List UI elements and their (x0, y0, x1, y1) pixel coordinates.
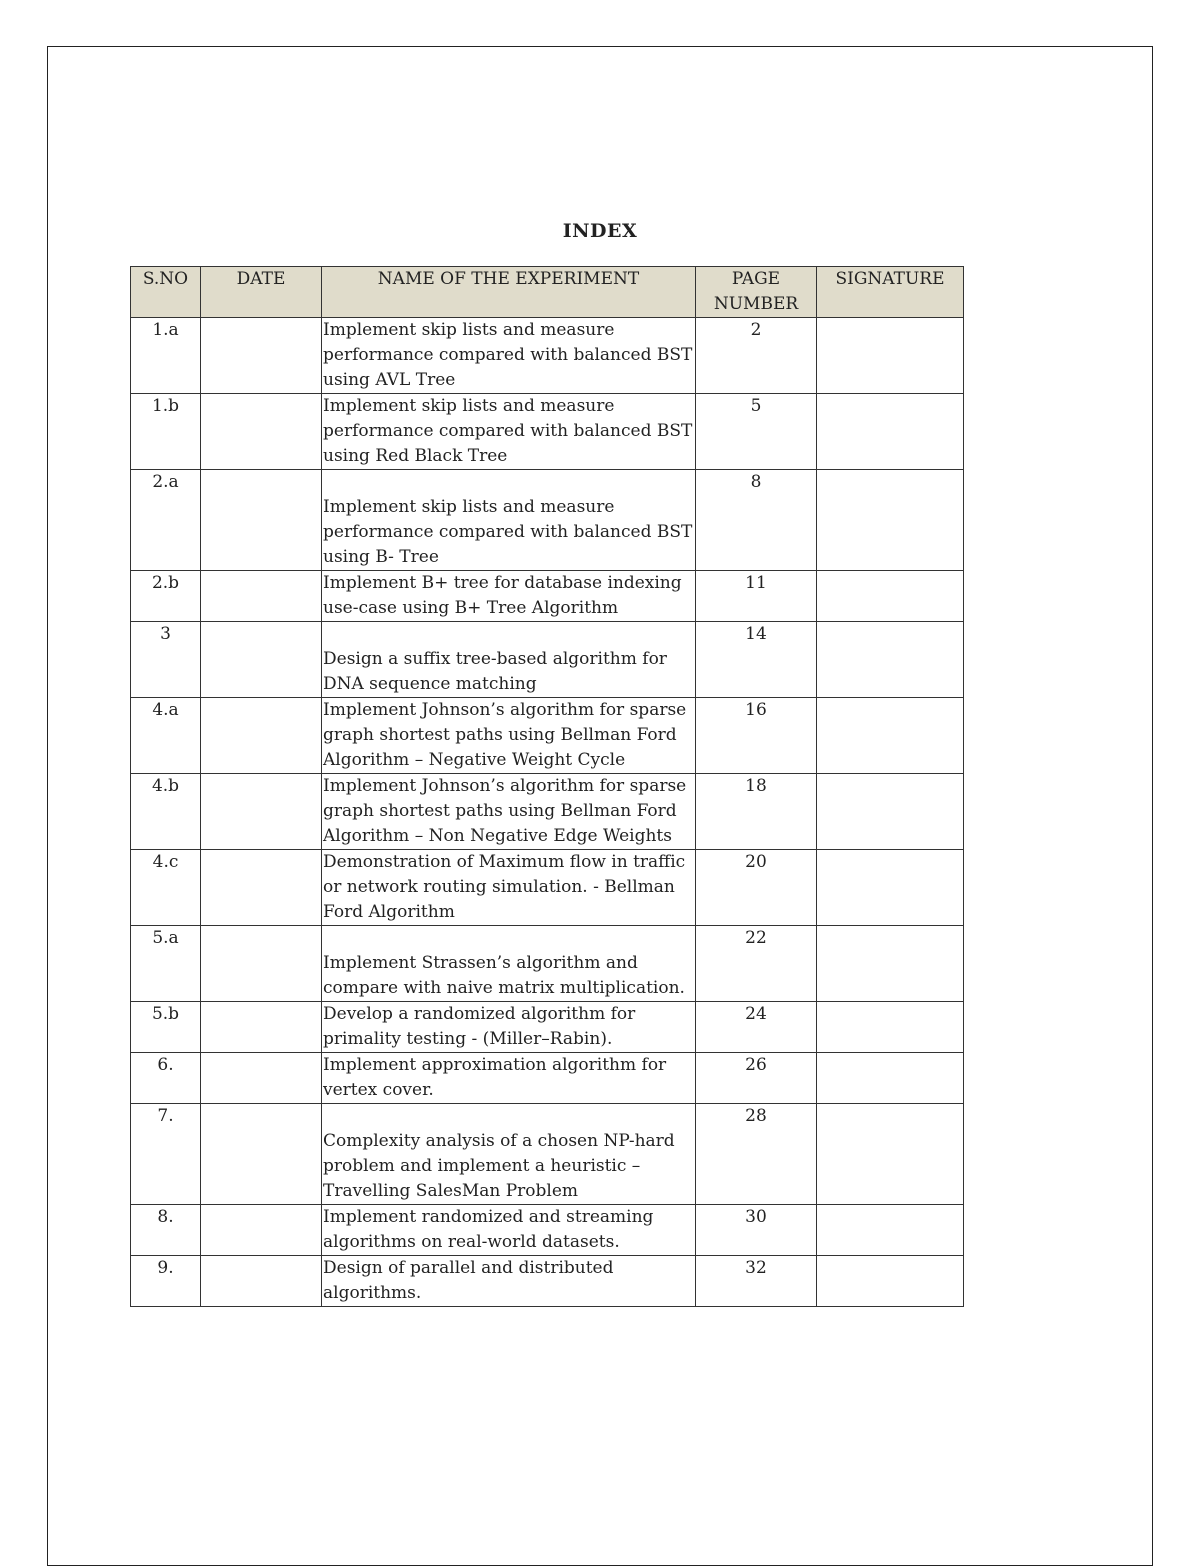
cell-signature (817, 1104, 964, 1205)
cell-date (201, 1205, 322, 1256)
cell-date (201, 698, 322, 774)
cell-sno: 1.b (131, 394, 201, 470)
header-date: DATE (201, 267, 322, 318)
cell-page-number: 32 (696, 1256, 817, 1307)
cell-sno: 4.a (131, 698, 201, 774)
cell-date (201, 571, 322, 622)
cell-experiment-name: Design a suffix tree-based algorithm for DNA sequence matching (322, 622, 696, 698)
cell-sno: 4.b (131, 774, 201, 850)
cell-page-number: 22 (696, 926, 817, 1002)
cell-page-number: 24 (696, 1002, 817, 1053)
table-row (131, 774, 964, 850)
cell-date (201, 850, 322, 926)
cell-date (201, 394, 322, 470)
cell-date (201, 470, 322, 571)
cell-signature (817, 1002, 964, 1053)
cell-sno: 4.c (131, 850, 201, 926)
cell-experiment-name: Design of parallel and distributed algorithms. (322, 1256, 696, 1307)
cell-signature (817, 850, 964, 926)
cell-sno: 7. (131, 1104, 201, 1205)
cell-signature (817, 622, 964, 698)
cell-page-number: 30 (696, 1205, 817, 1256)
table-row (131, 850, 964, 926)
cell-experiment-name: Develop a randomized algorithm for primality testing - (Miller–Rabin). (322, 1002, 696, 1053)
cell-sno: 3 (131, 622, 201, 698)
table-row (131, 698, 964, 774)
cell-experiment-name: Implement skip lists and measure performance compared with balanced BST using B- Tree (322, 470, 696, 571)
cell-date (201, 1053, 322, 1104)
cell-date (201, 1104, 322, 1205)
cell-page-number: 16 (696, 698, 817, 774)
cell-experiment-name: Implement Strassen’s algorithm and compare with naive matrix multiplication. (322, 926, 696, 1002)
cell-date (201, 622, 322, 698)
cell-signature (817, 774, 964, 850)
cell-date (201, 1002, 322, 1053)
cell-page-number: 11 (696, 571, 817, 622)
table-row (131, 1002, 964, 1053)
cell-signature (817, 394, 964, 470)
cell-page-number: 28 (696, 1104, 817, 1205)
cell-page-number: 14 (696, 622, 817, 698)
table-row (131, 318, 964, 394)
page-title: INDEX (562, 220, 638, 242)
cell-experiment-name: Complexity analysis of a chosen NP-hard problem and implement a heuristic – Travelling SalesMan Problem (322, 1104, 696, 1205)
cell-signature (817, 1205, 964, 1256)
cell-page-number: 26 (696, 1053, 817, 1104)
cell-experiment-name: Implement B+ tree for database indexing use-case using B+ Tree Algorithm (322, 571, 696, 622)
header-name: NAME OF THE EXPERIMENT (322, 267, 696, 318)
cell-sno: 9. (131, 1256, 201, 1307)
cell-sno: 8. (131, 1205, 201, 1256)
index-table (130, 266, 964, 1307)
cell-date (201, 318, 322, 394)
cell-date (201, 1256, 322, 1307)
cell-page-number: 8 (696, 470, 817, 571)
cell-experiment-name: Demonstration of Maximum flow in traffic or network routing simulation. - Bellman Ford Algorithm (322, 850, 696, 926)
table-row (131, 926, 964, 1002)
table-row (131, 1256, 964, 1307)
cell-signature (817, 318, 964, 394)
cell-page-number: 2 (696, 318, 817, 394)
table-row (131, 622, 964, 698)
table-row (131, 1053, 964, 1104)
table-row (131, 1205, 964, 1256)
cell-experiment-name: Implement skip lists and measure performance compared with balanced BST using Red Black Tree (322, 394, 696, 470)
table-row (131, 470, 964, 571)
cell-date (201, 926, 322, 1002)
cell-signature (817, 571, 964, 622)
cell-experiment-name: Implement skip lists and measure performance compared with balanced BST using AVL Tree (322, 318, 696, 394)
header-sno: S.NO (131, 267, 201, 318)
cell-sno: 5.a (131, 926, 201, 1002)
cell-experiment-name: Implement approximation algorithm for vertex cover. (322, 1053, 696, 1104)
cell-page-number: 18 (696, 774, 817, 850)
table-row (131, 394, 964, 470)
cell-page-number: 5 (696, 394, 817, 470)
cell-sno: 5.b (131, 1002, 201, 1053)
header-row (131, 267, 964, 318)
cell-signature (817, 470, 964, 571)
cell-signature (817, 1053, 964, 1104)
header-page-number: PAGE NUMBER (696, 267, 817, 318)
cell-experiment-name: Implement Johnson’s algorithm for sparse graph shortest paths using Bellman Ford Algorithm – Negative Weight Cycle (322, 698, 696, 774)
cell-sno: 1.a (131, 318, 201, 394)
table-row (131, 571, 964, 622)
table-row (131, 1104, 964, 1205)
cell-sno: 2.a (131, 470, 201, 571)
cell-signature (817, 926, 964, 1002)
cell-signature (817, 1256, 964, 1307)
cell-page-number: 20 (696, 850, 817, 926)
cell-sno: 2.b (131, 571, 201, 622)
header-signature: SIGNATURE (817, 267, 964, 318)
cell-experiment-name: Implement randomized and streaming algorithms on real-world datasets. (322, 1205, 696, 1256)
cell-sno: 6. (131, 1053, 201, 1104)
cell-date (201, 774, 322, 850)
cell-signature (817, 698, 964, 774)
cell-experiment-name: Implement Johnson’s algorithm for sparse graph shortest paths using Bellman Ford Algorithm – Non Negative Edge Weights (322, 774, 696, 850)
